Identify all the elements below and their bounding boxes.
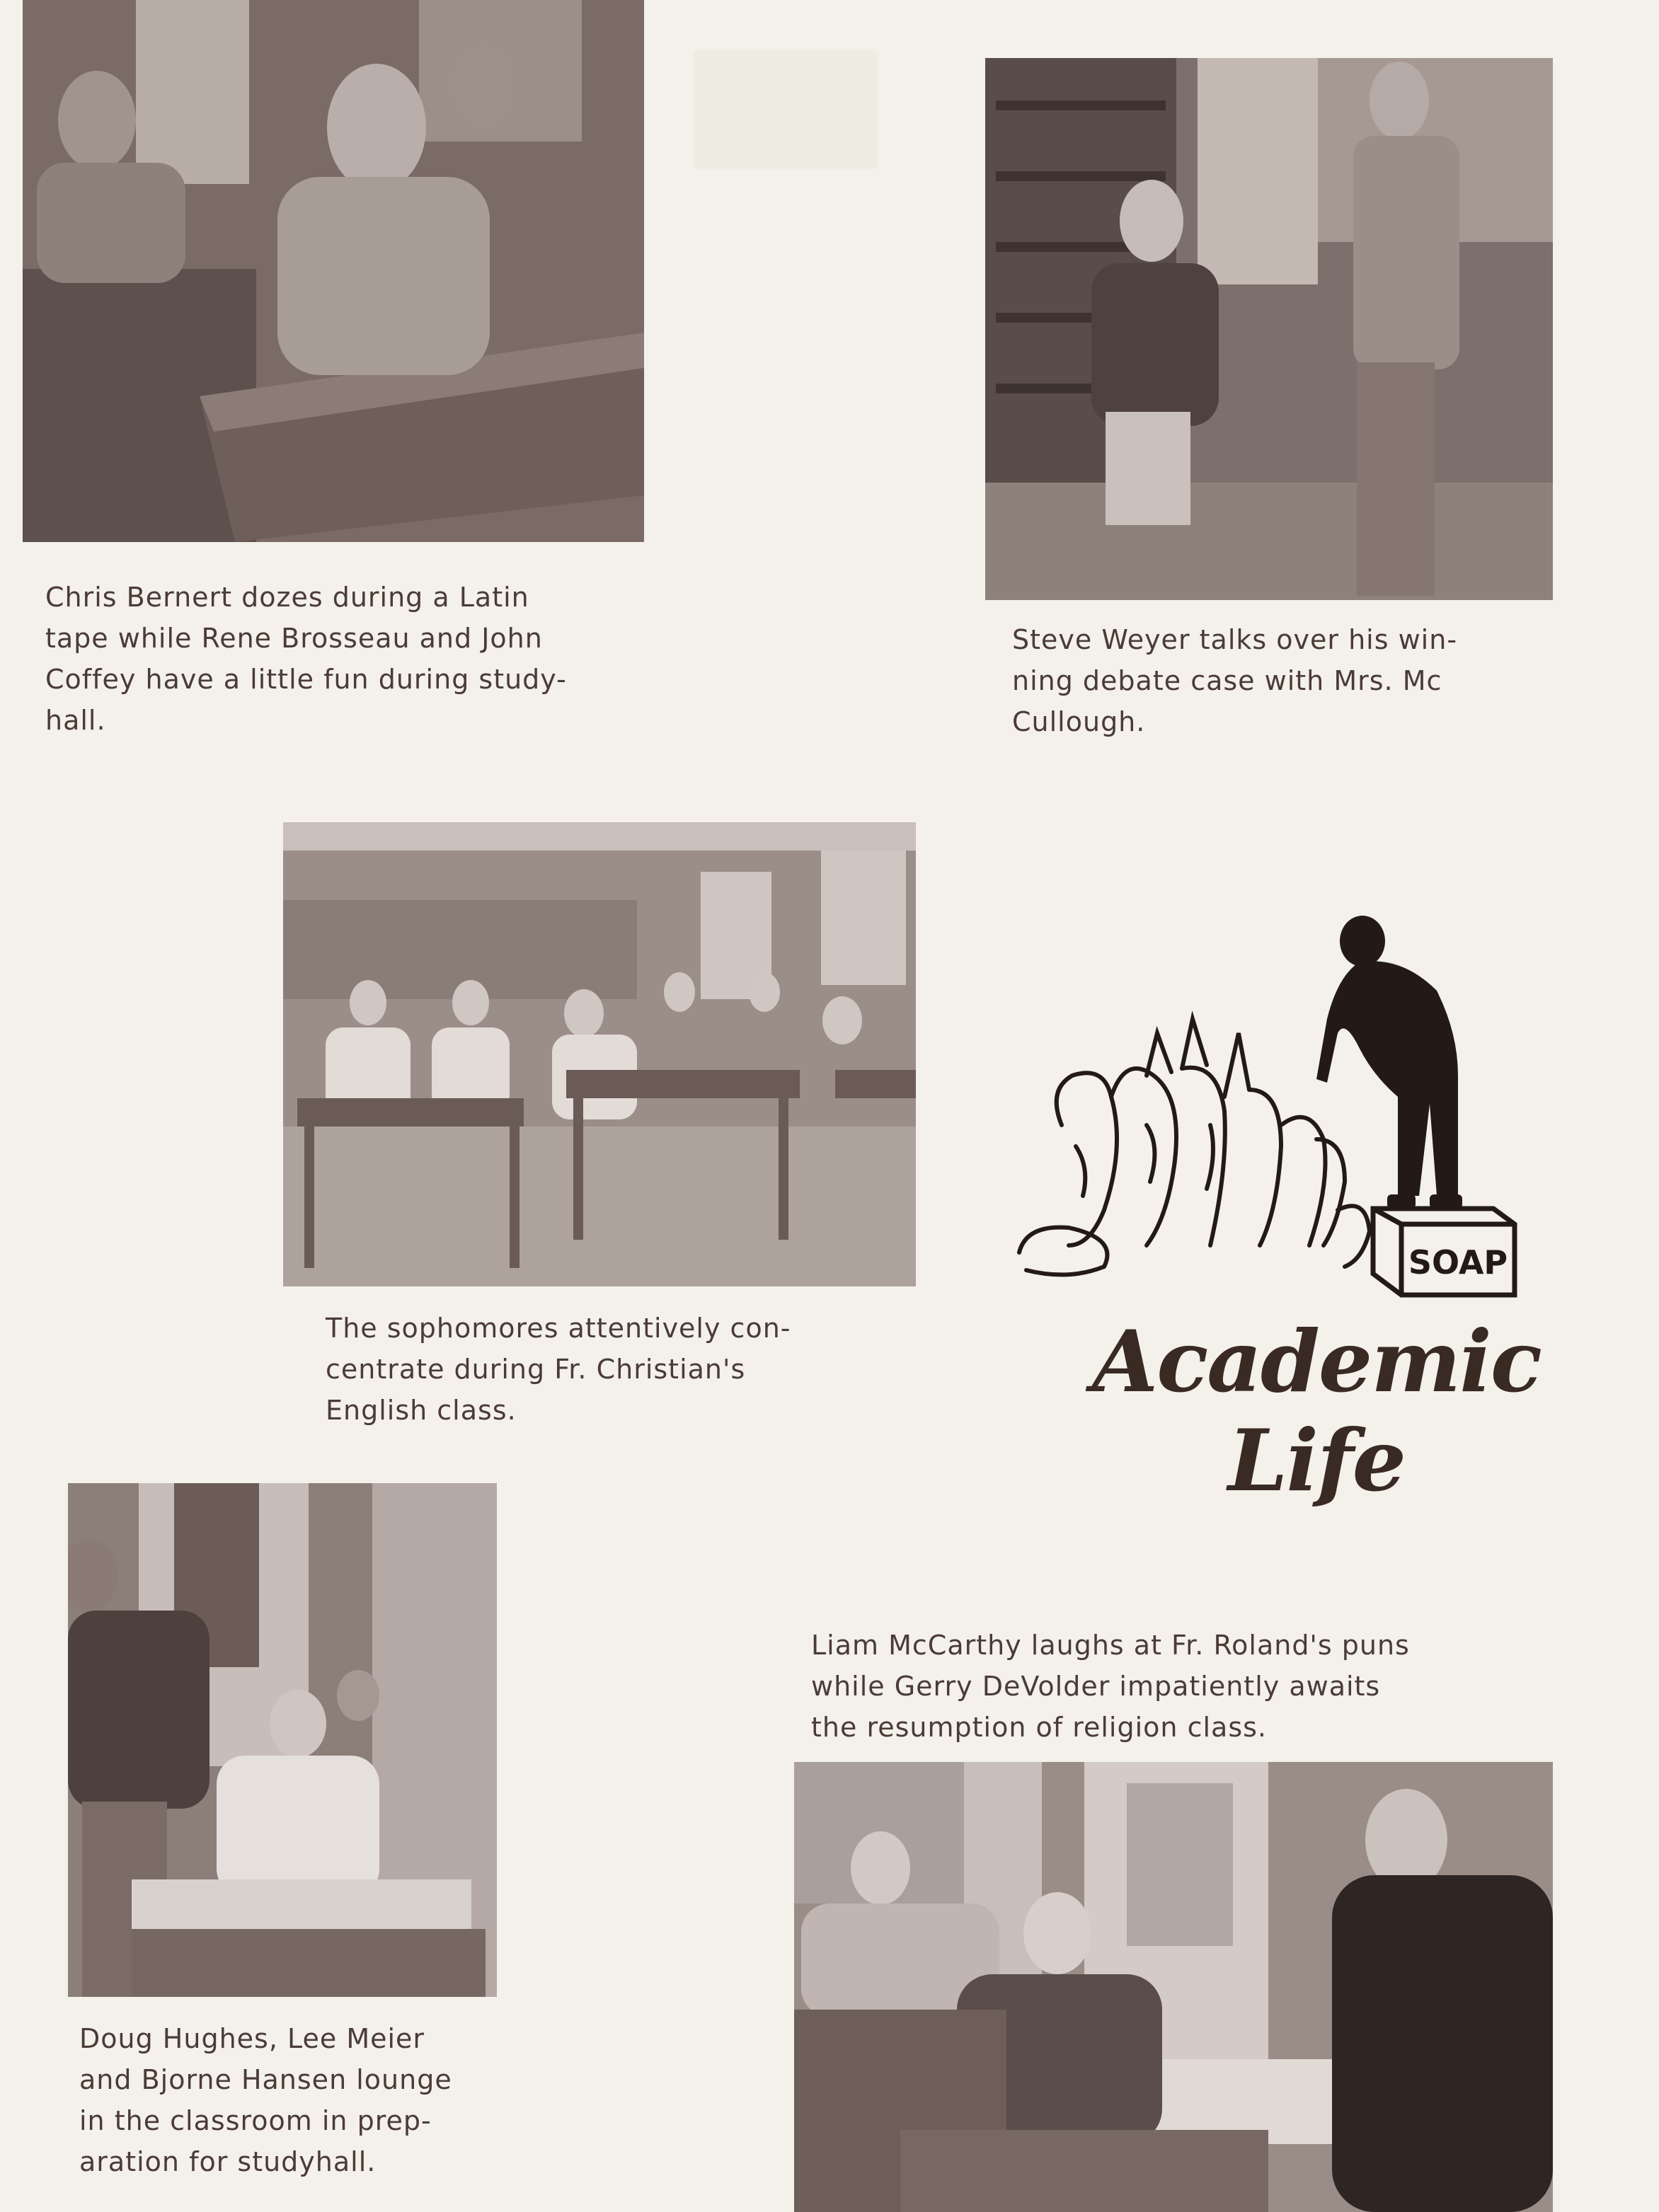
section-title: Academic Life bbox=[1092, 1312, 1541, 1511]
photo-religion-class bbox=[794, 1762, 1553, 2212]
caption-latin-tape-studyhall: Chris Bernert dozes during a Latin tape while Rene Brosseau and John Coffey have a little fun during study- hall. bbox=[45, 582, 567, 736]
faded-background-mark bbox=[694, 50, 878, 170]
caption-english-class: The sophomores attentively con- centrate during Fr. Christian's English class. bbox=[326, 1313, 791, 1426]
caption-debate-discussion: Steve Weyer talks over his win- ning debate case with Mrs. Mc Cullough. bbox=[1012, 624, 1458, 737]
logo-soap-label: SOAP bbox=[1408, 1243, 1508, 1281]
photo-english-class bbox=[283, 822, 916, 1286]
photo-latin-tape-studyhall bbox=[23, 0, 644, 542]
caption-religion-class: Liam McCarthy laughs at Fr. Roland's puns while Gerry DeVolder impatiently awaits the resumption of religion class. bbox=[811, 1630, 1410, 1743]
photo-debate-discussion bbox=[985, 58, 1553, 600]
photo-classroom-lounge bbox=[68, 1483, 497, 1997]
caption-classroom-lounge: Doug Hughes, Lee Meier and Bjorne Hansen lounge in the classroom in prep- aration for studyhall. bbox=[79, 2023, 452, 2177]
academic-life-logo-illustration bbox=[1005, 913, 1571, 1309]
